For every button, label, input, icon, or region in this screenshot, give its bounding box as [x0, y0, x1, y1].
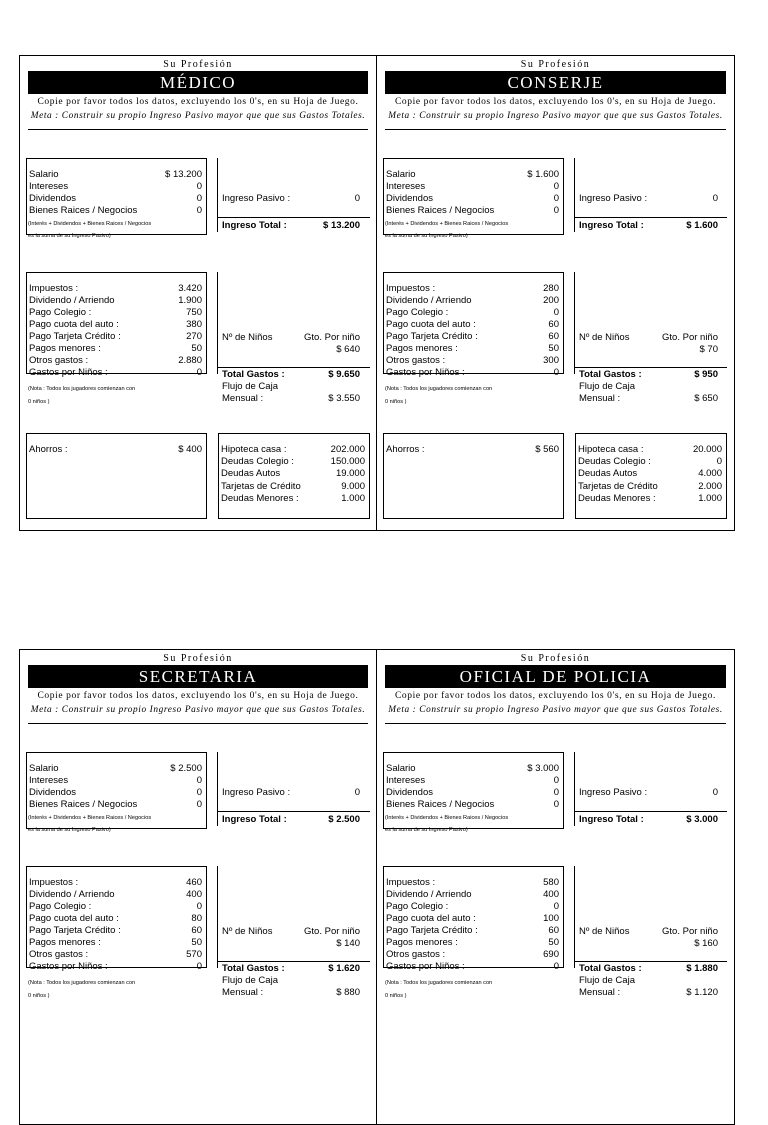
total-gastos-label: Total Gastos :: [579, 369, 642, 380]
flujo-value: $ 1.120: [686, 987, 718, 998]
income-note-2: es la suma de su Ingreso Pasivo): [28, 827, 111, 833]
liab-row-menores: Deudas Menores : 1.000: [578, 493, 722, 504]
expense-row-impuestos: Impuestos : 3.420: [29, 283, 202, 294]
income-box: [383, 158, 564, 239]
expenses-box: [383, 272, 564, 378]
total-gastos-rule: [218, 367, 370, 368]
income-row-salario: Salario $ 3.000: [386, 763, 559, 774]
expense-row-otros: Otros gastos : 690: [386, 949, 559, 960]
expense-row-dividendo: Dividendo / Arriendo 200: [386, 295, 559, 306]
ingreso-pasivo-value: 0: [712, 193, 718, 204]
expenses-box: [383, 866, 564, 972]
expense-row-tarjeta: Pago Tarjeta Crédito : 270: [29, 331, 202, 342]
income-row-salario: Salario $ 13.200: [29, 169, 202, 180]
income-box: [26, 752, 207, 833]
income-box: [26, 158, 207, 239]
expense-row-otros: Otros gastos : 2.880: [29, 355, 202, 366]
expense-note-2: 0 niños ): [385, 993, 407, 999]
expense-row-menores: Pagos menores : 50: [29, 937, 202, 948]
expense-row-menores: Pagos menores : 50: [386, 937, 559, 948]
income-row-bienes: Bienes Raices / Negocios 0: [386, 205, 559, 216]
profesion-label: Su Profesión: [163, 653, 233, 664]
expense-row-ninos: Gastos por Niños : 0: [386, 367, 559, 378]
income-note: (Interés + Dividendos + Bienes Raices / Negocios: [28, 815, 152, 821]
expense-note: (Nota : Todos los jugadores comienzan con: [385, 980, 493, 986]
gto-nino-label: Gto. Por niño: [304, 926, 360, 937]
profession-title: SECRETARIA: [28, 665, 368, 688]
flujo-label-2: Mensual :: [579, 393, 621, 404]
income-divider: [217, 752, 218, 826]
expense-row-dividendo: Dividendo / Arriendo 1.900: [29, 295, 202, 306]
flujo-label: Flujo de Caja: [222, 975, 278, 986]
profession-card-4: [377, 649, 735, 1125]
expense-divider: [217, 272, 218, 374]
income-note-2: es la suma de su Ingreso Pasivo): [385, 233, 468, 239]
expense-note-2: 0 niños ): [28, 993, 50, 999]
total-gastos-rule: [575, 367, 727, 368]
ingreso-pasivo-label: Ingreso Pasivo :: [579, 193, 648, 204]
expense-note: (Nota : Todos los jugadores comienzan con: [28, 980, 136, 986]
expense-row-tarjeta: Pago Tarjeta Crédito : 60: [386, 331, 559, 342]
gto-nino-label: Gto. Por niño: [662, 926, 718, 937]
num-ninos-label: Nº de Niños: [222, 332, 273, 343]
flujo-value: $ 880: [336, 987, 360, 998]
income-row-intereses: Intereses 0: [29, 181, 202, 192]
income-row-intereses: Intereses 0: [29, 775, 202, 786]
flujo-label-2: Mensual :: [222, 987, 264, 998]
expense-note: (Nota : Todos los jugadores comienzan con: [28, 386, 136, 392]
ingreso-total-label: Ingreso Total :: [222, 220, 287, 231]
divider: [28, 129, 368, 130]
flujo-value: $ 3.550: [328, 393, 360, 404]
total-gastos-value: $ 1.880: [686, 963, 718, 974]
income-divider: [217, 158, 218, 232]
gto-nino-value: $ 70: [699, 344, 718, 355]
ingreso-pasivo-value: 0: [354, 787, 360, 798]
profession-title: MÉDICO: [28, 71, 368, 94]
copy-instruction: Copie por favor todos los datos, excluyendo los 0's, en su Hoja de Juego.: [395, 97, 716, 107]
profession-title: OFICIAL DE POLICIA: [385, 665, 726, 688]
expense-row-dividendo: Dividendo / Arriendo 400: [29, 889, 202, 900]
liab-row-colegio: Deudas Colegio : 150.000: [221, 456, 365, 467]
expense-row-dividendo: Dividendo / Arriendo 400: [386, 889, 559, 900]
liabilities-box: [575, 433, 727, 519]
flujo-label-2: Mensual :: [579, 987, 621, 998]
total-gastos-value: $ 1.620: [328, 963, 360, 974]
ahorros-row: Ahorros : $ 560: [386, 444, 559, 455]
expense-row-colegio: Pago Colegio : 750: [29, 307, 202, 318]
flujo-label: Flujo de Caja: [579, 975, 635, 986]
ingreso-total-value: $ 3.000: [686, 814, 718, 825]
income-note: (Interés + Dividendos + Bienes Raices / Negocios: [385, 815, 509, 821]
ingreso-pasivo-value: 0: [354, 193, 360, 204]
liab-row-menores: Deudas Menores : 1.000: [221, 493, 365, 504]
ingreso-total-rule: [218, 217, 370, 218]
profession-title: CONSERJE: [385, 71, 726, 94]
expense-divider: [217, 866, 218, 968]
liabilities-box: [218, 433, 370, 519]
income-divider: [574, 158, 575, 232]
ingreso-total-value: $ 1.600: [686, 220, 718, 231]
income-row-salario: Salario $ 2.500: [29, 763, 202, 774]
liab-row-hipoteca: Hipoteca casa : 202.000: [221, 444, 365, 455]
income-row-bienes: Bienes Raices / Negocios 0: [29, 205, 202, 216]
gto-nino-value: $ 140: [336, 938, 360, 949]
ahorros-row: Ahorros : $ 400: [29, 444, 202, 455]
flujo-label: Flujo de Caja: [579, 381, 635, 392]
income-row-intereses: Intereses 0: [386, 775, 559, 786]
total-gastos-value: $ 950: [694, 369, 718, 380]
expense-row-impuestos: Impuestos : 280: [386, 283, 559, 294]
profesion-label: Su Profesión: [520, 653, 591, 664]
gto-nino-value: $ 640: [336, 344, 360, 355]
income-row-dividendos: Dividendos 0: [29, 193, 202, 204]
divider: [385, 723, 726, 724]
expense-row-ninos: Gastos por Niños : 0: [29, 961, 202, 972]
expense-row-auto: Pago cuota del auto : 80: [29, 913, 202, 924]
income-note: (Interés + Dividendos + Bienes Raices / Negocios: [28, 221, 152, 227]
expense-row-menores: Pagos menores : 50: [386, 343, 559, 354]
expense-divider: [574, 272, 575, 374]
total-gastos-rule: [575, 961, 727, 962]
expense-row-otros: Otros gastos : 300: [386, 355, 559, 366]
num-ninos-label: Nº de Niños: [222, 926, 273, 937]
copy-instruction: Copie por favor todos los datos, excluyendo los 0's, en su Hoja de Juego.: [37, 691, 359, 701]
flujo-label: Flujo de Caja: [222, 381, 278, 392]
expense-row-tarjeta: Pago Tarjeta Crédito : 60: [29, 925, 202, 936]
ingreso-pasivo-label: Ingreso Pasivo :: [222, 787, 291, 798]
expense-row-menores: Pagos menores : 50: [29, 343, 202, 354]
liab-row-autos: Deudas Autos 4.000: [578, 468, 722, 479]
expense-row-otros: Otros gastos : 570: [29, 949, 202, 960]
copy-instruction: Copie por favor todos los datos, excluyendo los 0's, en su Hoja de Juego.: [395, 691, 716, 701]
flujo-label-2: Mensual :: [222, 393, 264, 404]
expense-note-2: 0 niños ): [385, 399, 407, 405]
ingreso-total-rule: [575, 811, 727, 812]
expense-row-colegio: Pago Colegio : 0: [386, 307, 559, 318]
expense-row-colegio: Pago Colegio : 0: [386, 901, 559, 912]
expense-divider: [574, 866, 575, 968]
flujo-value: $ 650: [694, 393, 718, 404]
income-box: [383, 752, 564, 833]
copy-instruction: Copie por favor todos los datos, excluyendo los 0's, en su Hoja de Juego.: [37, 97, 359, 107]
income-divider: [574, 752, 575, 826]
ingreso-pasivo-label: Ingreso Pasivo :: [222, 193, 291, 204]
profession-card-1: [19, 55, 377, 531]
liab-row-hipoteca: Hipoteca casa : 20.000: [578, 444, 722, 455]
expense-row-colegio: Pago Colegio : 0: [29, 901, 202, 912]
ingreso-total-label: Ingreso Total :: [222, 814, 287, 825]
total-gastos-label: Total Gastos :: [579, 963, 642, 974]
expense-row-auto: Pago cuota del auto : 60: [386, 319, 559, 330]
total-gastos-label: Total Gastos :: [222, 963, 285, 974]
ingreso-total-rule: [575, 217, 727, 218]
income-row-dividendos: Dividendos 0: [29, 787, 202, 798]
expense-note: (Nota : Todos los jugadores comienzan con: [385, 386, 493, 392]
expense-row-auto: Pago cuota del auto : 100: [386, 913, 559, 924]
divider: [385, 129, 726, 130]
num-ninos-label: Nº de Niños: [579, 926, 630, 937]
ahorros-box: [383, 433, 564, 519]
income-row-dividendos: Dividendos 0: [386, 787, 559, 798]
total-gastos-label: Total Gastos :: [222, 369, 285, 380]
profession-card-2: [377, 55, 735, 531]
liab-row-tarjetas: Tarjetas de Crédito 2.000: [578, 481, 722, 492]
liab-row-autos: Deudas Autos 19.000: [221, 468, 365, 479]
goal-line: Meta : Construir su propio Ingreso Pasivo mayor que que sus Gastos Totales.: [30, 705, 366, 715]
goal-line: Meta : Construir su propio Ingreso Pasivo mayor que que sus Gastos Totales.: [388, 111, 723, 121]
gto-nino-label: Gto. Por niño: [304, 332, 360, 343]
expense-row-tarjeta: Pago Tarjeta Crédito : 60: [386, 925, 559, 936]
income-note-2: es la suma de su Ingreso Pasivo): [385, 827, 468, 833]
expense-row-impuestos: Impuestos : 580: [386, 877, 559, 888]
expense-row-impuestos: Impuestos : 460: [29, 877, 202, 888]
gto-nino-label: Gto. Por niño: [662, 332, 718, 343]
ingreso-total-value: $ 2.500: [328, 814, 360, 825]
income-row-bienes: Bienes Raices / Negocios 0: [386, 799, 559, 810]
ingreso-total-value: $ 13.200: [323, 220, 360, 231]
expenses-box: [26, 866, 207, 972]
ingreso-pasivo-value: 0: [712, 787, 718, 798]
total-gastos-value: $ 9.650: [328, 369, 360, 380]
ingreso-total-label: Ingreso Total :: [579, 220, 644, 231]
liab-row-colegio: Deudas Colegio : 0: [578, 456, 722, 467]
income-row-salario: Salario $ 1.600: [386, 169, 559, 180]
goal-line: Meta : Construir su propio Ingreso Pasivo mayor que que sus Gastos Totales.: [30, 111, 366, 121]
goal-line: Meta : Construir su propio Ingreso Pasivo mayor que que sus Gastos Totales.: [388, 705, 723, 715]
income-row-bienes: Bienes Raices / Negocios 0: [29, 799, 202, 810]
income-row-dividendos: Dividendos 0: [386, 193, 559, 204]
profesion-label: Su Profesión: [520, 59, 591, 70]
liab-row-tarjetas: Tarjetas de Crédito 9.000: [221, 481, 365, 492]
income-row-intereses: Intereses 0: [386, 181, 559, 192]
num-ninos-label: Nº de Niños: [579, 332, 630, 343]
divider: [28, 723, 368, 724]
income-note: (Interés + Dividendos + Bienes Raices / Negocios: [385, 221, 509, 227]
expense-row-ninos: Gastos por Niños : 0: [29, 367, 202, 378]
ingreso-total-rule: [218, 811, 370, 812]
expense-row-auto: Pago cuota del auto : 380: [29, 319, 202, 330]
profession-card-3: [19, 649, 377, 1125]
expense-row-ninos: Gastos por Niños : 0: [386, 961, 559, 972]
expenses-box: [26, 272, 207, 378]
gto-nino-value: $ 160: [694, 938, 718, 949]
ingreso-total-label: Ingreso Total :: [579, 814, 644, 825]
income-note-2: es la suma de su Ingreso Pasivo): [28, 233, 111, 239]
expense-note-2: 0 niños ): [28, 399, 50, 405]
ahorros-box: [26, 433, 207, 519]
profesion-label: Su Profesión: [163, 59, 233, 70]
total-gastos-rule: [218, 961, 370, 962]
ingreso-pasivo-label: Ingreso Pasivo :: [579, 787, 648, 798]
